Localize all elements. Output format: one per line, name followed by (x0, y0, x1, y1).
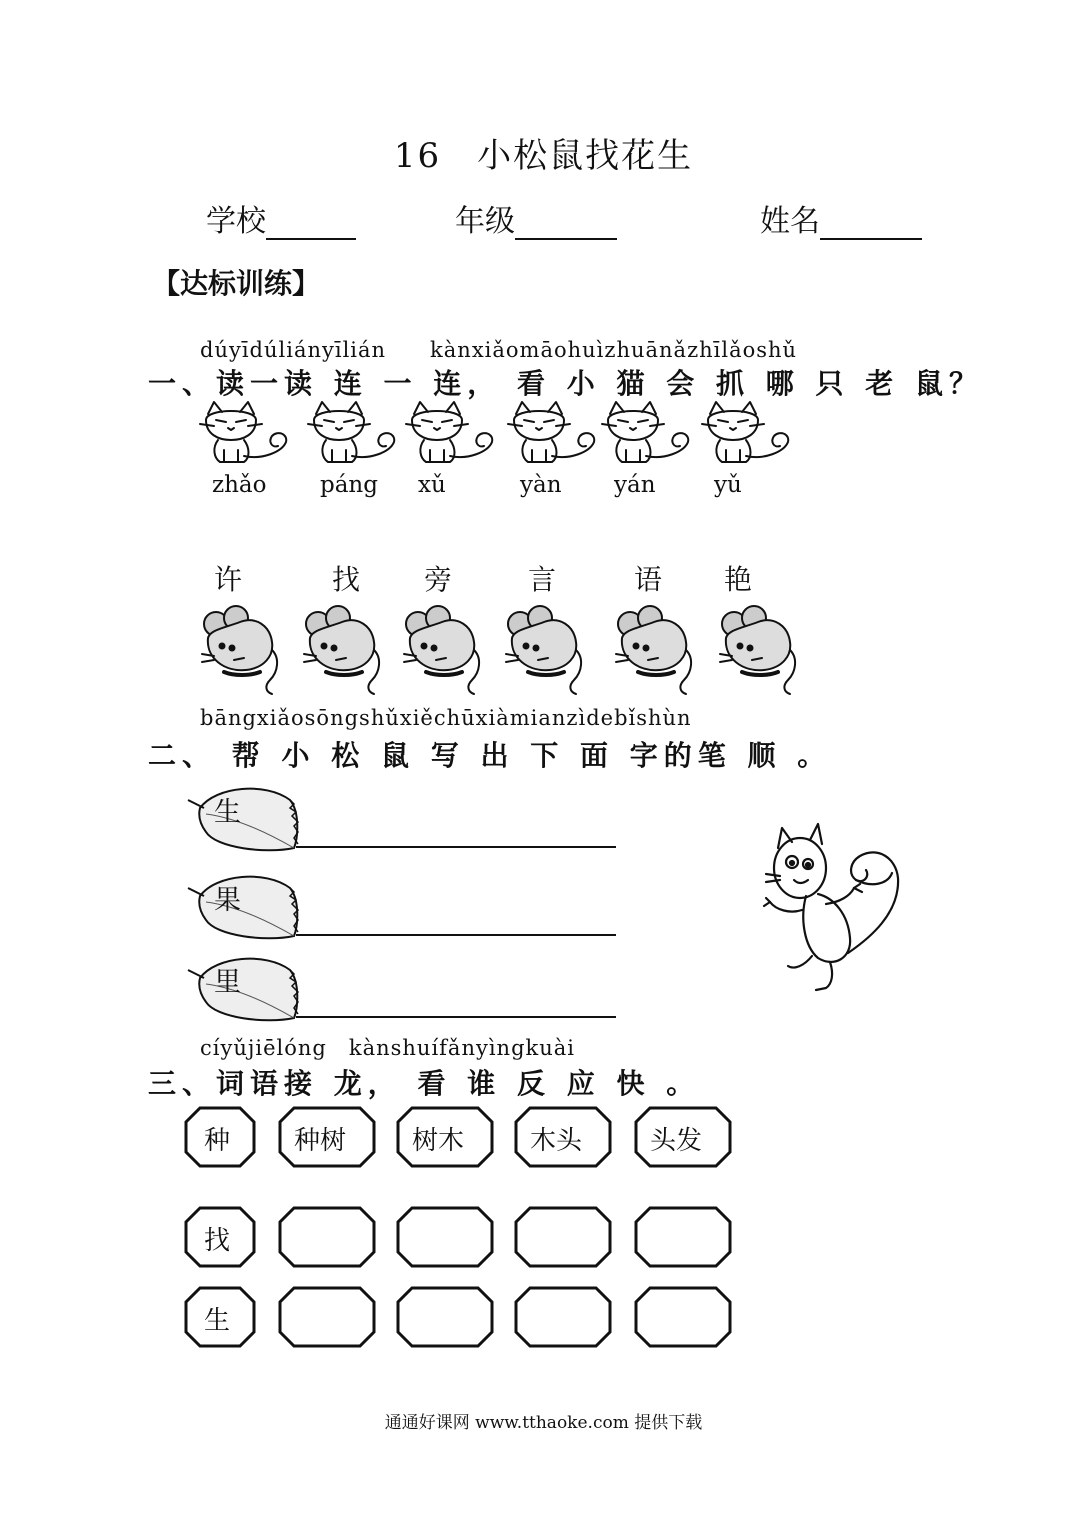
leaf-icon (186, 948, 306, 1028)
word-chain-box: 种 (184, 1106, 256, 1168)
name-label: 姓名 (760, 204, 820, 239)
cat-icon[interactable] (198, 400, 298, 470)
cat-pinyin: yàn (520, 472, 562, 498)
cat-icon[interactable] (306, 400, 406, 470)
cat-pinyin: páng (320, 472, 378, 498)
page-title: 16 小松鼠找花生 (393, 136, 694, 176)
word-chain-blank[interactable] (634, 1206, 732, 1268)
q1-pinyin: dúyīdúliányīlián kànxiǎomāohuìzhuānǎzhīlǎoshǔ (200, 338, 798, 362)
school-label: 学校 (206, 204, 266, 239)
q2-heading: 二、 帮 小 松 鼠 写 出 下 面 字的笔 顺 。 (148, 739, 832, 772)
mouse-icon[interactable] (200, 602, 284, 698)
leaf-icon (186, 778, 306, 858)
word-chain-blank[interactable] (278, 1286, 376, 1348)
mouse-icon[interactable] (402, 602, 486, 698)
cat-icon[interactable] (404, 400, 504, 470)
grade-field (455, 196, 617, 240)
grade-blank[interactable] (515, 208, 617, 240)
cat-pinyin: yǔ (714, 472, 742, 498)
word-chain-box: 树木 (396, 1106, 494, 1168)
section-tag: 【达标训练】 (152, 267, 321, 300)
word-chain-blank[interactable] (514, 1286, 612, 1348)
name-field (760, 196, 922, 240)
school-field (206, 196, 356, 240)
leaf-char: 生 (214, 797, 241, 828)
cat-pinyin: xǔ (418, 472, 446, 498)
q1-heading: 一、读一读 连 一 连， 看 小 猫 会 抓 哪 只 老 鼠？ (148, 367, 983, 400)
cat-pinyin: zhǎo (212, 472, 267, 498)
leaf-row (186, 948, 626, 1028)
mouse-hanzi: 找 (332, 563, 361, 596)
mouse-icon[interactable] (718, 602, 802, 698)
grade-label: 年级 (455, 204, 515, 239)
leaf-char: 果 (214, 885, 241, 916)
word-chain-blank[interactable] (514, 1206, 612, 1268)
footer: 通通好课网 www.tthaoke.com 提供下载 (384, 1413, 703, 1433)
cat-icon[interactable] (700, 400, 800, 470)
leaf-row (186, 866, 626, 946)
leaf-char: 里 (214, 967, 241, 998)
mouse-icon[interactable] (302, 602, 386, 698)
mouse-hanzi: 许 (214, 563, 243, 596)
word-chain-blank[interactable] (396, 1286, 494, 1348)
word-chain-blank[interactable] (634, 1286, 732, 1348)
word-chain-box: 生 (184, 1286, 256, 1348)
cat-icon[interactable] (506, 400, 606, 470)
school-blank[interactable] (266, 208, 356, 240)
mouse-hanzi: 旁 (424, 563, 453, 596)
leaf-row (186, 778, 626, 858)
name-blank[interactable] (820, 208, 922, 240)
mouse-icon[interactable] (614, 602, 698, 698)
stroke-order-line[interactable] (296, 846, 616, 848)
cat-icon[interactable] (600, 400, 700, 470)
mouse-hanzi: 艳 (724, 563, 753, 596)
mouse-hanzi: 语 (634, 563, 663, 596)
word-chain-box: 头发 (634, 1106, 732, 1168)
q3-heading: 三、词语接 龙， 看 谁 反 应 快 。 (148, 1067, 701, 1100)
q3-pinyin: cíyǔjiēlóng kànshuífǎnyìngkuài (200, 1036, 576, 1060)
q2-pinyin: bāngxiǎosōngshǔxiěchūxiàmianzìdebǐshùn (200, 706, 692, 730)
stroke-order-line[interactable] (296, 1016, 616, 1018)
squirrel-icon (760, 818, 910, 993)
leaf-icon (186, 866, 306, 946)
stroke-order-line[interactable] (296, 934, 616, 936)
cat-pinyin: yán (614, 472, 656, 498)
word-chain-box: 找 (184, 1206, 256, 1268)
word-chain-box: 木头 (514, 1106, 612, 1168)
word-chain-blank[interactable] (396, 1206, 494, 1268)
word-chain-blank[interactable] (278, 1206, 376, 1268)
word-chain-box: 种树 (278, 1106, 376, 1168)
mouse-hanzi: 言 (528, 563, 557, 596)
mouse-icon[interactable] (504, 602, 588, 698)
